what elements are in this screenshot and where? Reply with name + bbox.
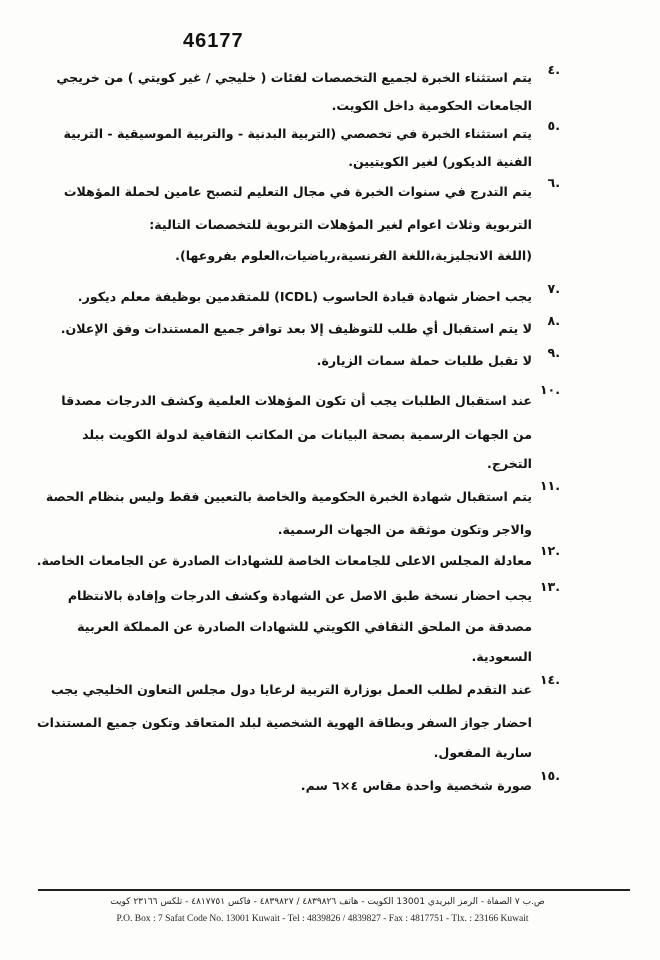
item-text [60, 118, 532, 175]
item-line: من الجهات الرسمية بصحة البيانات من المكاتب الثقافية لدولة الكويت ببلد [82, 427, 532, 442]
item-number: ٨. [547, 313, 560, 328]
list-item [60, 345, 560, 382]
item-line: يتم استثناء الخبرة في تخصصي (التربية البدنية - والتربية الموسيقية - التربية [63, 126, 532, 141]
item-line: يتم التدرج في سنوات الخبرة في مجال التعليم لتصبح عامين لحملة المؤهلات [63, 184, 532, 199]
item-text [60, 345, 532, 382]
item-text [60, 175, 532, 281]
footer-divider [38, 889, 630, 891]
item-number: ٤. [547, 62, 560, 77]
list-item [60, 313, 560, 345]
list-item [45, 478, 560, 543]
item-number: ١٢. [539, 543, 560, 558]
list-item [60, 175, 560, 281]
item-line: سارية المفعول. [433, 745, 532, 760]
list-item [56, 62, 560, 118]
item-line: معادلة المجلس الاعلى للجامعات الخاصة للشهادات الصادرة عن الجامعات الخاصة. [36, 553, 532, 568]
item-number: ٥. [547, 118, 560, 133]
item-line: يتم استقبال شهادة الخبرة الحكومية والخاصة بالتعيين فقط وليس بنظام الحصة [45, 489, 532, 504]
item-number: ٧. [547, 281, 560, 296]
footer-address-english: P.O. Box : 7 Safat Code No. 13001 Kuwait - Tel : 4839826 / 4839827 - Fax : 4817751 - Tlx. : 23166 Kuwait [116, 914, 529, 924]
list-item [60, 281, 560, 313]
item-line: الجامعات الحكومية داخل الكويت. [331, 98, 532, 113]
item-number: ١٠. [539, 382, 560, 397]
item-line: يجب احضار نسخة طبق الاصل عن الشهادة وكشف الدرجات وإفادة بالانتظام [67, 588, 532, 603]
item-number: ٦. [547, 175, 560, 190]
item-line: عند التقدم لطلب العمل بوزارة التربية لرعايا دول مجلس التعاون الخليجي يجب [50, 682, 532, 697]
item-line: الفنية الديكور) لغير الكويتيين. [348, 154, 532, 169]
item-text [60, 768, 532, 804]
item-line: والاجر وتكون موثقة من الجهات الرسمية. [277, 522, 532, 537]
item-text [37, 543, 532, 579]
list-item [60, 382, 560, 478]
item-number: ٩. [547, 345, 560, 360]
item-line: التربوية وثلاث اعوام لغير المؤهلات التربوية للتخصصات التالية: [149, 217, 532, 232]
item-line: احضار جواز السفر وبطاقة الهوية الشخصية لبلد المتعاقد وتكون جميع المستندات [37, 715, 532, 730]
item-number: ١٤. [539, 672, 560, 687]
list-item [36, 543, 560, 579]
item-text [46, 478, 532, 543]
item-number: ١١. [539, 478, 560, 493]
conditions-list [36, 62, 560, 804]
item-line: صورة شخصية واحدة مقاس ٤×٦ سم. [300, 778, 532, 793]
item-line: لا تقبل طلبات حملة سمات الزيارة. [316, 353, 532, 368]
list-item [60, 579, 560, 672]
item-line: التخرج. [487, 456, 532, 471]
item-line: يتم استثناء الخبرة لجميع التخصصات لفئات ( خليجي / غير كويتي ) من خريجي [56, 70, 532, 85]
item-line: السعودية. [471, 649, 532, 664]
item-text [56, 62, 532, 118]
item-number: ١٣. [539, 579, 560, 594]
item-text [60, 382, 532, 478]
list-item [60, 768, 560, 804]
item-text [60, 579, 532, 672]
item-line: مصدقة من الملحق الثقافي الكويتي للشهادات الصادرة عن المملكة العربية [77, 619, 532, 634]
item-text [60, 313, 532, 345]
footer-address-arabic: ص.ب ٧ الصفاة - الرمز البريدي 13001 الكويت - هاتف ٤٨٣٩٨٢٦ / ٤٨٣٩٨٢٧ - فاكس ٤٨١٧٧٥١ - تلكس ٢٣١٦٦ كويت [110, 897, 545, 907]
item-line: يجب احضار شهادة قيادة الحاسوب (ICDL) للمتقدمين بوظيفة معلم ديكور. [77, 289, 532, 304]
list-item [37, 672, 560, 768]
item-number: ١٥. [539, 768, 560, 783]
item-line: لا يتم استقبال أي طلب للتوظيف إلا بعد توافر جميع المستندات وفق الإعلان. [60, 321, 532, 336]
list-item [60, 118, 560, 175]
item-line: (اللغة الانجليزية،اللغة الفرنسية،رياضيات،العلوم بفروعها). [175, 248, 532, 263]
item-line: عند استقبال الطلبات يجب أن تكون المؤهلات العلمية وكشف الدرجات مصدقا [61, 393, 532, 408]
document-number: 46177 [183, 30, 244, 52]
item-text [60, 281, 532, 313]
item-text [37, 672, 532, 768]
